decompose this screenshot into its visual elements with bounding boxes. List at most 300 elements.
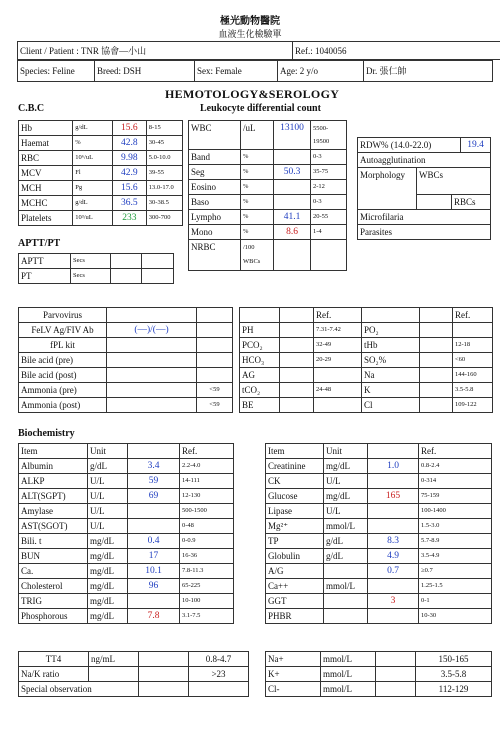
nrbc-unit-b: WBCs [243,258,261,265]
aptt-row [19,269,174,284]
serology-row [19,323,233,338]
bottom-ref: 3.5-5.8 [416,667,492,682]
biochem-ref: 10-30 [419,609,492,624]
serology-ref [197,323,233,338]
bottom-name: TT4 [19,652,89,667]
parasites: Parasites [358,225,491,240]
bottom-row [266,652,492,667]
biochem-unit: mg/dL [88,534,128,549]
serology-ref: <59 [197,383,233,398]
biochem-name: Mg²⁺ [266,519,324,534]
serology-value [107,383,197,398]
biochem-value: 0.4 [128,534,180,549]
leuko-value [274,195,311,210]
leuko-unit: % [241,225,274,240]
cbc-row [19,196,183,211]
biochem-left-table [18,443,234,624]
bg-ref-left: 24-48 [314,383,362,398]
bottom-value [139,667,189,682]
biochem-value: 7.8 [128,609,180,624]
biochem-row [19,474,234,489]
bg-name-right: tHb [362,338,420,353]
wbc-ref-b: 19500 [313,138,330,145]
bottom-right-table [265,651,492,697]
biochem-ref: 75-159 [419,489,492,504]
serology-row [19,383,233,398]
biochem-name: TP [266,534,324,549]
bc-header-unit: Unit [88,444,128,459]
age: Age: 2 y/o [278,61,364,82]
bottom-ref: 0.8-4.7 [189,652,249,667]
bg-name-right: SO₂% [362,353,420,368]
biochem-unit: mg/dL [88,594,128,609]
bg-value-left [280,398,314,413]
biochem-unit: mg/dL [324,489,368,504]
serology-value: (—)/(—) [107,323,197,338]
biochem-name: GGT [266,594,324,609]
bg-ref-left [314,368,362,383]
bg-value-left [280,323,314,338]
bottom-value [376,667,416,682]
bg-ref-right: <60 [453,353,493,368]
biochem-unit: mmol/L [324,579,368,594]
biochem-name: Lipase [266,504,324,519]
biochem-value [368,579,419,594]
biochem-name: A/G [266,564,324,579]
biochem-unit: mg/dL [88,549,128,564]
biochem-unit: U/L [88,474,128,489]
nrbc-name: NRBC [189,240,241,271]
cbc-title: C.B.C [18,103,45,114]
cbc-name: RBC [19,151,73,166]
biochem-name: Albumin [19,459,88,474]
doctor: Dr. 張仁帥 [364,61,493,82]
leuko-name: Eosino [189,180,241,195]
cbc-ref: 30-45 [146,136,182,151]
biochem-value: 0.7 [368,564,419,579]
biochem-ref: 0-1 [419,594,492,609]
bloodgas-table [239,307,493,413]
autoagglutination: Autoagglutination [358,153,491,168]
cbc-name: Platelets [19,211,73,226]
cbc-row [19,166,183,181]
aptt-title: APTT/PT [18,238,61,249]
cbc-row [19,181,183,196]
leukocyte-row [189,210,347,225]
serology-row [19,398,233,413]
cbc-row [19,121,183,136]
biochem-unit: U/L [88,489,128,504]
biochem-value [368,519,419,534]
bloodgas-row [240,398,493,413]
bloodgas-row [240,338,493,353]
leuko-ref: 1-4 [311,225,347,240]
biochem-name: Amylase [19,504,88,519]
biochem-unit: U/L [324,474,368,489]
hospital-name: 極光動物醫院 [220,16,280,27]
leuko-name: Seg [189,165,241,180]
bottom-ref: >23 [189,667,249,682]
bg-value-right [420,383,453,398]
cbc-value: 9.98 [112,151,146,166]
serology-value [107,338,197,353]
serology-ref [197,368,233,383]
leuko-ref: 0-3 [311,195,347,210]
leuko-unit: % [241,195,274,210]
biochem-row [266,459,492,474]
cbc-name: Hb [19,121,73,136]
biochem-name: AST(SGOT) [19,519,88,534]
cbc-value: 42.8 [112,136,146,151]
wbc-ref-a: 5500- [313,125,329,132]
biochem-row [266,504,492,519]
bottom-name: Na+ [266,652,321,667]
bg-ref-header-left: Ref. [314,308,362,323]
leuko-unit: % [241,150,274,165]
leukocyte-table [188,120,347,271]
leuko-name: Baso [189,195,241,210]
biochem-ref: 1.25-1.5 [419,579,492,594]
aptt-table [18,253,174,284]
leuko-value: 50.3 [274,165,311,180]
bg-ref-right: 3.5-5.8 [453,383,493,398]
cbc-table [18,120,183,226]
leuko-value: 41.1 [274,210,311,225]
cbc-value: 15.6 [112,181,146,196]
bg-value-left [280,353,314,368]
biochem-row [19,459,234,474]
bottom-unit: mmol/L [321,667,376,682]
biochem-name: BUN [19,549,88,564]
rdw-table [357,137,491,153]
cbc-ref: 300-700 [146,211,182,226]
aptt-unit: Secs [71,254,111,269]
bc-header-item-r: Item [266,444,324,459]
bg-value-right [420,353,453,368]
bg-value-right [420,338,453,353]
biochem-ref: 10-100 [180,594,234,609]
morph-rbcs: RBCs [452,195,491,210]
serology-value [107,368,197,383]
biochem-name: CK [266,474,324,489]
biochem-value [368,504,419,519]
serology-name: Bile acid (post) [19,368,107,383]
bg-ref-header-right: Ref. [453,308,493,323]
bc-header-ref-r: Ref. [419,444,492,459]
bc-header-ref: Ref. [180,444,234,459]
leuko-name: Band [189,150,241,165]
biochem-unit: mg/dL [88,564,128,579]
bottom-ref: 150-165 [416,652,492,667]
microfilaria: Microfilaria [358,210,491,225]
serology-ref [197,353,233,368]
leukocyte-title: Leukocyte differential count [200,103,321,114]
leuko-ref: 2-12 [311,180,347,195]
biochem-ref: 0-0.9 [180,534,234,549]
report-title: 血液生化檢驗單 [218,29,282,39]
bc-header-item: Item [19,444,88,459]
species: Species: Feline [18,61,95,82]
cbc-name: MCV [19,166,73,181]
biochem-value: 3 [368,594,419,609]
bottom-unit: mmol/L [321,652,376,667]
aptt-row [19,254,174,269]
biochem-name: Creatinine [266,459,324,474]
serology-row [19,368,233,383]
bg-value-left [280,383,314,398]
bottom-value [376,682,416,697]
cbc-unit: % [73,136,113,151]
bottom-row [266,667,492,682]
biochem-row [266,519,492,534]
cbc-value: 233 [112,211,146,226]
serology-name: fPL kit [19,338,107,353]
biochem-ref: 2.2-4.0 [180,459,234,474]
serology-row [19,353,233,368]
bottom-row [19,652,249,667]
biochem-unit: mg/dL [88,609,128,624]
cbc-value: 15.6 [112,121,146,136]
bc-header-unit-r: Unit [324,444,368,459]
biochem-row [266,579,492,594]
bg-ref-left: 32-49 [314,338,362,353]
biochem-unit: mmol/L [324,519,368,534]
cbc-name: MCHC [19,196,73,211]
biochem-row [19,564,234,579]
morphology: Morphology [358,168,417,210]
biochem-name: ALKP [19,474,88,489]
rdw-label: RDW% (14.0-22.0) [358,138,461,153]
bg-name-left: AG [240,368,280,383]
cbc-unit: g/dL [73,196,113,211]
bottom-name: Special observation [19,682,139,697]
leuko-value [274,150,311,165]
cbc-unit: g/dL [73,121,113,136]
biochem-unit [324,609,368,624]
bg-ref-left: 20-29 [314,353,362,368]
wbc-unit: /uL [241,121,274,150]
biochem-ref: 500-1500 [180,504,234,519]
wbc-ref [311,121,347,150]
biochem-name: PHBR [266,609,324,624]
nrbc-unit [241,240,274,271]
biochem-name: Cholesterol [19,579,88,594]
biochem-unit [324,594,368,609]
bg-ref-right [453,323,493,338]
cbc-ref: 39-55 [146,166,182,181]
biochem-value: 3.4 [128,459,180,474]
morphology-table [357,152,491,240]
biochem-ref: 1.5-3.0 [419,519,492,534]
biochem-value [128,594,180,609]
aptt-unit: Secs [71,269,111,284]
bg-ref-right: 109-122 [453,398,493,413]
bg-ref-left [314,398,362,413]
biochem-value: 165 [368,489,419,504]
biochem-row [19,594,234,609]
serology-value [107,308,197,323]
biochem-row [266,474,492,489]
biochem-name: TRIG [19,594,88,609]
bg-name-right: Na [362,368,420,383]
biochem-row [19,579,234,594]
bloodgas-row [240,368,493,383]
bottom-row [266,682,492,697]
biochem-row [266,534,492,549]
bg-value-right [420,323,453,338]
biochem-name: ALT(SGPT) [19,489,88,504]
biochem-row [19,504,234,519]
biochem-row [19,549,234,564]
biochem-name: Ca++ [266,579,324,594]
biochem-unit: U/L [88,519,128,534]
biochem-ref: 14-111 [180,474,234,489]
leuko-ref: 35-75 [311,165,347,180]
leuko-unit: % [241,165,274,180]
biochem-value: 4.9 [368,549,419,564]
bg-name-left: BE [240,398,280,413]
bg-value-right [420,398,453,413]
bottom-value [139,652,189,667]
leukocyte-row [189,195,347,210]
biochem-name: Glucose [266,489,324,504]
bg-name-left: HCO₃ [240,353,280,368]
leuko-name: Lympho [189,210,241,225]
bottom-left-table [18,651,249,697]
bg-value-right [420,368,453,383]
bottom-unit: ng/mL [89,652,139,667]
biochem-value: 17 [128,549,180,564]
biochem-row [19,534,234,549]
biochem-row [266,564,492,579]
biochem-ref: 7.8-11.3 [180,564,234,579]
biochem-row [266,489,492,504]
bottom-unit: mmol/L [321,682,376,697]
bg-name-left: PCO₂ [240,338,280,353]
serology-name: Ammonia (post) [19,398,107,413]
aptt-name: PT [19,269,71,284]
cbc-unit: 10⁶/uL [73,151,113,166]
bottom-value [376,652,416,667]
biochem-ref: 0-48 [180,519,234,534]
leukocyte-row [189,180,347,195]
patient-info-table [17,41,500,60]
biochem-right-table [265,443,492,624]
leuko-unit: % [241,210,274,225]
nrbc-unit-a: /100 [243,244,255,251]
biochem-ref: 100-1400 [419,504,492,519]
bottom-name: Na/K ratio [19,667,89,682]
biochem-ref: ≥0.7 [419,564,492,579]
biochem-unit: U/L [88,504,128,519]
bloodgas-row [240,383,493,398]
biochem-value: 96 [128,579,180,594]
leukocyte-row [189,165,347,180]
biochem-value [368,474,419,489]
bg-ref-right: 144-160 [453,368,493,383]
biochem-row [266,549,492,564]
biochem-row [19,489,234,504]
bg-name-right: Cl [362,398,420,413]
cbc-row [19,136,183,151]
biochem-ref: 16-36 [180,549,234,564]
bottom-name: K+ [266,667,321,682]
cbc-unit: Pg [73,181,113,196]
serology-row [19,308,233,323]
biochem-title: Biochemistry [18,428,75,439]
biochem-ref: 3.5-4.9 [419,549,492,564]
ref-number: Ref.: 1040056 [293,42,500,60]
serology-name: FeLV Ag/FIV Ab [19,323,107,338]
bottom-row [19,667,249,682]
breed: Breed: DSH [95,61,195,82]
leukocyte-row [189,150,347,165]
cbc-unit: 10³/uL [73,211,113,226]
bg-value-left [280,338,314,353]
serology-name: Bile acid (pre) [19,353,107,368]
cbc-ref: 13.0-17.0 [146,181,182,196]
biochem-ref: 65-225 [180,579,234,594]
leuko-value [274,180,311,195]
bg-name-right: K [362,383,420,398]
biochem-name: Ca. [19,564,88,579]
biochem-value: 8.3 [368,534,419,549]
biochem-unit: g/dL [324,534,368,549]
biochem-ref: 5.7-8.9 [419,534,492,549]
cbc-value: 36.5 [112,196,146,211]
biochem-value: 59 [128,474,180,489]
bg-name-right: PO₂ [362,323,420,338]
bg-value-left [280,368,314,383]
patient-info-table-2 [17,60,493,82]
serology-name: Parvovirus [19,308,107,323]
leuko-value: 8.6 [274,225,311,240]
biochem-unit: mg/dL [324,459,368,474]
serology-row [19,338,233,353]
cbc-ref: 5.0-10.0 [146,151,182,166]
cbc-name: Haemat [19,136,73,151]
serology-ref [197,308,233,323]
bg-name-left: PH [240,323,280,338]
serology-table [18,307,233,413]
cbc-name: MCH [19,181,73,196]
biochem-value [128,504,180,519]
client-patient: Client / Patient : TNR 協會—小山 [18,42,293,60]
biochem-unit: g/dL [88,459,128,474]
cbc-value: 42.9 [112,166,146,181]
biochem-unit: mg/dL [88,579,128,594]
leuko-name: Mono [189,225,241,240]
leuko-ref: 0-3 [311,150,347,165]
cbc-row [19,211,183,226]
bloodgas-row [240,353,493,368]
wbc-value: 13100 [274,121,311,150]
bottom-unit [89,667,139,682]
biochem-row [266,594,492,609]
biochem-value: 69 [128,489,180,504]
bottom-name: Cl- [266,682,321,697]
biochem-value [368,609,419,624]
biochem-value: 10.1 [128,564,180,579]
cbc-row [19,151,183,166]
cbc-ref: 8-15 [146,121,182,136]
biochem-ref: 0-314 [419,474,492,489]
serology-ref [197,338,233,353]
rdw-value: 19.4 [461,138,491,153]
serology-ref: <59 [197,398,233,413]
sex: Sex: Female [195,61,278,82]
biochem-ref: 0.8-2.4 [419,459,492,474]
